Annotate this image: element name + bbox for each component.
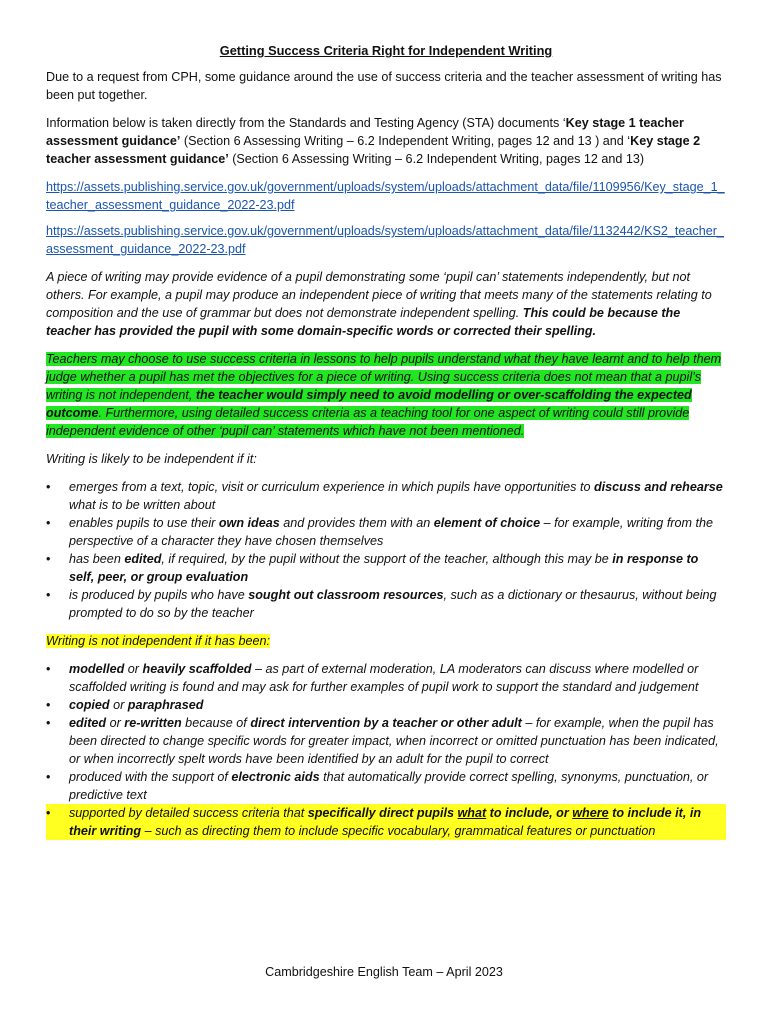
list-item: • edited or re-written because of direct intervention by a teacher or other adult – for example, when the pupil has been directed to change specific words for greater impact, when incorrect or omitted punctuation has been indicated, or when incorrectly spelt words have been identified by an adult for the pupil to correct (46, 716, 719, 766)
evidence-paragraph: A piece of writing may provide evidence of a pupil demonstrating some ‘pupil can’ statements independently, but not others. For example, a pupil may produce an independent piece of writing that meets many of the statements relating to composition and the use of grammar but does not demonstrate independent spelling. This could be because the teacher has provided the pupil with some domain-specific words or corrected their spelling. (46, 270, 712, 338)
bullet-icon: • (46, 770, 51, 784)
bullet-icon: • (46, 698, 51, 712)
not-independent-heading: Writing is not independent if it has been: (46, 634, 271, 648)
list-item: • copied or paraphrased (46, 698, 204, 712)
list-item: • enables pupils to use their own ideas and provides them with an element of choice – for example, writing from the perspective of a character they have chosen themselves (46, 516, 714, 548)
info-paragraph: Information below is taken directly from the Standards and Testing Agency (STA) documents ‘Key stage 1 teacher assessment guidance’ (Section 6 Assessing Writing – 6.2 Independent Writing, pages 12 and 13 ) and ‘Key stage 2 teacher assessment guidance’ (Section 6 Assessing Writing – 6.2 Independent Writing, pages 12 and 13) (46, 116, 701, 166)
list-item: • modelled or heavily scaffolded – as part of external moderation, LA moderators can discuss where modelled or scaffolded writing is found and may ask for further examples of pupil work to support the standard and judgement (46, 662, 699, 694)
bullet-icon: • (46, 716, 51, 730)
bullet-icon: • (46, 662, 51, 676)
likely-independent-heading: Writing is likely to be independent if it: (46, 452, 257, 466)
bullet-icon: • (46, 480, 51, 494)
document-title: Getting Success Criteria Right for Independent Writing (219, 43, 553, 58)
ks1-doc-title: Key stage 1 teacher assessment guidance’ (46, 116, 684, 148)
list-item: • has been edited, if required, by the pupil without the support of the teacher, although this may be in response to self, peer, or group evaluation (46, 552, 699, 584)
not-independent-list (46, 660, 726, 840)
list-item: • produced with the support of electronic aids that automatically provide correct spelling, synonyms, punctuation, or predictive text (46, 770, 709, 802)
bullet-icon: • (46, 552, 51, 566)
likely-independent-list (46, 478, 726, 622)
list-item: • is produced by pupils who have sought out classroom resources, such as a dictionary or thesaurus, without being prompted to do so by the teacher (46, 588, 717, 620)
list-item-highlighted: • supported by detailed success criteria that specifically direct pupils what to include, or where to include it, in their writing – such as directing them to include specific vocabulary, grammatical features or punctuation (46, 804, 726, 840)
ks2-guidance-link[interactable]: https://assets.publishing.service.gov.uk/government/uploads/system/uploads/attachment_data/file/1132442/KS2_teacher_assessment_guidance_2022-23.pdf (46, 224, 724, 256)
ks1-guidance-link[interactable]: https://assets.publishing.service.gov.uk/government/uploads/system/uploads/attachment_data/file/1109956/Key_stage_1_teacher_assessment_guidance_2022-23.pdf (46, 180, 725, 212)
list-item: • emerges from a text, topic, visit or curriculum experience in which pupils have opportunities to discuss and rehearse what is to be written about (46, 480, 723, 512)
bullet-icon: • (46, 516, 51, 530)
ks2-doc-title: Key stage 2 teacher assessment guidance’ (46, 134, 701, 166)
success-criteria-paragraph: Teachers may choose to use success criteria in lessons to help pupils understand what they have learnt and to help them judge whether a pupil has met the objectives for a piece of writing. Using success criteria does not mean that a pupil’s writing is not independent, the teacher would simply need to avoid modelling or over-scaffolding the expected outcome. Furthermore, using detailed success criteria as a teaching tool for one aspect of writing could still provide independent evidence of other ‘pupil can’ statements which have not been mentioned. (46, 352, 722, 438)
bullet-icon: • (46, 588, 51, 602)
bullet-icon: • (46, 806, 51, 820)
page-footer: Cambridgeshire English Team – April 2023 (265, 965, 503, 979)
intro-paragraph: Due to a request from CPH, some guidance around the use of success criteria and the teacher assessment of writing has been put together. (46, 70, 722, 102)
document-page (46, 40, 726, 840)
